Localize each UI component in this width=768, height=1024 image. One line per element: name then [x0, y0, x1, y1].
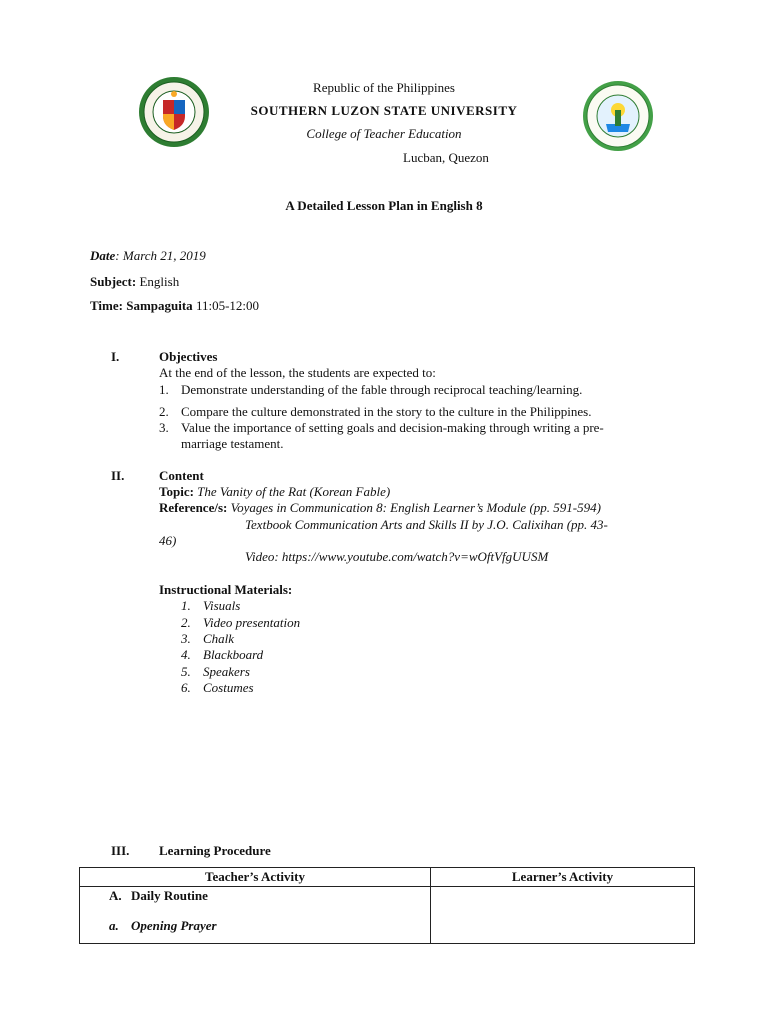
reference-video: Video: https://www.youtube.com/watch?v=wOftVfgUUSM [245, 549, 549, 564]
routine-label: Daily Routine [131, 888, 208, 903]
materials-heading: Instructional Materials: [159, 582, 293, 597]
learner-activity-header: Learner’s Activity [431, 868, 695, 887]
topic-line [159, 484, 390, 500]
objective-item-continued: marriage testament. [181, 436, 284, 451]
subject-value: English [139, 274, 180, 289]
table-header-row [80, 868, 695, 887]
prayer-label: Opening Prayer [131, 918, 217, 933]
reference-label: Reference/s: [159, 500, 228, 515]
subject-label: Subject: [90, 274, 137, 289]
topic-label: Topic: [159, 484, 194, 499]
table-row [80, 887, 695, 944]
objective-item: Value the importance of setting goals and decision-making through writing a pre- [181, 420, 604, 435]
material-item: Speakers [203, 664, 250, 679]
material-item: Video presentation [203, 615, 301, 630]
learner-activity-cell [431, 887, 695, 944]
date-value: : March 21, 2019 [115, 248, 206, 263]
objectives-intro: At the end of the lesson, the students are expected to: [159, 365, 436, 380]
routine-letter: A. [109, 888, 122, 903]
reference-line [159, 500, 601, 516]
date-label: Date [90, 248, 116, 263]
objective-number: 3. [159, 420, 169, 435]
material-number: 6. [181, 680, 191, 695]
objectives-heading: Objectives [159, 349, 218, 364]
objective-item: Compare the culture demonstrated in the story to the culture in the Philippines. [181, 404, 592, 419]
topic-value: The Vanity of the Rat (Korean Fable) [197, 484, 391, 499]
section-number-procedure: III. [111, 843, 130, 858]
content-heading: Content [159, 468, 204, 483]
document-title: A Detailed Lesson Plan in English 8 [285, 198, 483, 213]
material-number: 4. [181, 647, 191, 662]
procedure-table [79, 867, 695, 944]
reference-value: Voyages in Communication 8: English Learner’s Module (pp. 591-594) [230, 500, 601, 515]
reference-textbook: Textbook Communication Arts and Skills II by J.O. Calixihan (pp. 43- [245, 517, 608, 532]
prayer-letter: a. [109, 918, 119, 933]
material-item: Visuals [203, 598, 241, 613]
material-item: Costumes [203, 680, 254, 695]
objective-item: Demonstrate understanding of the fable through reciprocal teaching/learning. [181, 382, 583, 397]
time-line [90, 298, 259, 314]
section-number-objectives: I. [111, 349, 120, 364]
material-item: Blackboard [203, 647, 264, 662]
material-number: 1. [181, 598, 191, 613]
time-label: Time: Sampaguita [90, 298, 193, 313]
date-line [90, 248, 206, 264]
subject-line [90, 274, 179, 290]
university-name: SOUTHERN LUZON STATE UNIVERSITY [250, 103, 518, 118]
objective-number: 2. [159, 404, 169, 419]
time-value: 11:05-12:00 [195, 298, 260, 313]
teacher-activity-cell [80, 887, 431, 944]
teacher-activity-header: Teacher’s Activity [80, 868, 431, 887]
section-number-content: II. [111, 468, 125, 483]
location: Lucban, Quezon [403, 150, 489, 165]
material-number: 5. [181, 664, 191, 679]
procedure-heading: Learning Procedure [159, 843, 271, 858]
material-item: Chalk [203, 631, 235, 646]
material-number: 3. [181, 631, 191, 646]
objective-number: 1. [159, 382, 169, 397]
reference-textbook-continued: 46) [159, 533, 177, 548]
republic-line: Republic of the Philippines [313, 80, 455, 95]
material-number: 2. [181, 615, 191, 630]
college-name: College of Teacher Education [306, 126, 462, 141]
